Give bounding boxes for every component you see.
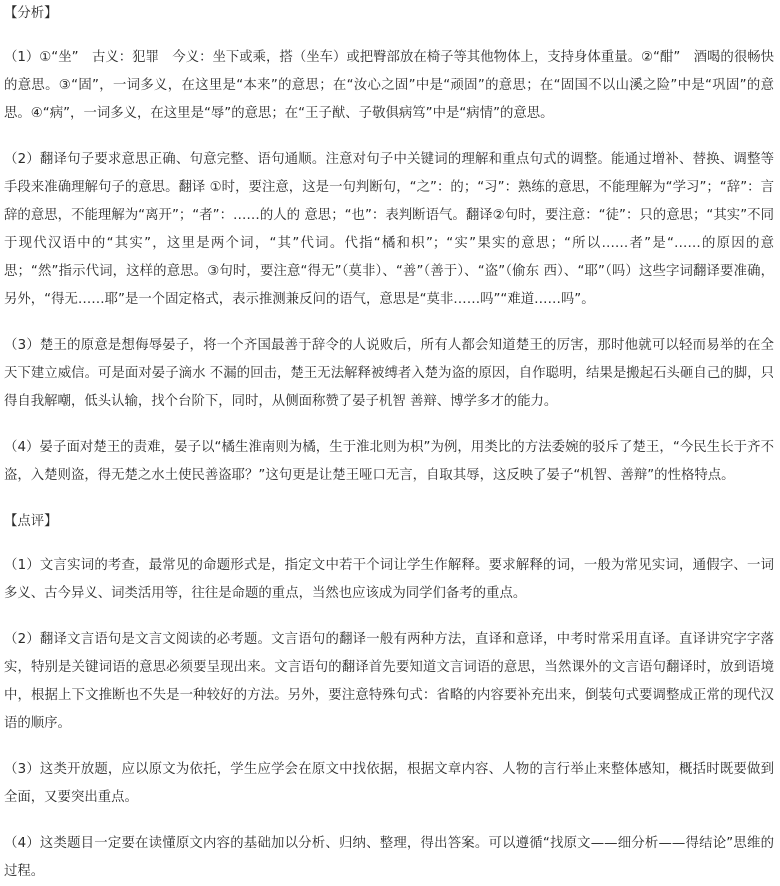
analysis-heading: 【分析】 xyxy=(4,6,58,21)
review-paragraph-3: （3）这类开放题，应以原文为依托，学生应学会在原文中找依据，根据文章内容、人物的言行举止来整体感知，概括时既要做到全面，又要突出重点。 xyxy=(4,762,774,805)
review-paragraph-4: （4）这类题目一定要在读懂原文内容的基础加以分析、归纳、整理，得出答案。可以遵循“找原文——细分析——得结论”思维的过程。 xyxy=(4,836,774,879)
analysis-paragraph-2: （2）翻译句子要求意思正确、句意完整、语句通顺。注意对句子中关键词的理解和重点句式的调整。能通过增补、替换、调整等手段来准确理解句子的意思。翻译 ①时，要注意，这是一句判断句，“之”：的；“习”：熟练的意思，不能理解为“学习”；“辞”：言辞的意思，不能理解为“离开”；“者”：……的人的 意思；“也”：表判断语气。翻译②句时，要注意：“徒”：只的意思；“其实”不同于现代汉语中的“其实”，这里是两个词，“其”代词。代指“橘和枳”；“实”果实的意思；“所以……者”是“……的原因的意思；“然”指示代词，这样的意思。③句时，要注意“得无”（莫非）、“善”（善于）、“盗”（偷东 西）、“耶”（吗）这些字词翻译要准确，另外，“得无……耶”是一个固定格式，表示推测兼反问的语气，意思是“莫非……吗”“难道……吗”。 xyxy=(4,152,774,307)
analysis-paragraph-1: （1）①“坐” 古义：犯罪 今义：坐下或乘，搭（坐车）或把臀部放在椅子等其他物体上，支持身体重量。②“酣” 酒喝的很畅快的意思。③“固”，一词多义，在这里是“本来”的意思；在“汝心之固”中是“顽固”的意思；在“固国不以山溪之险”中是“巩固”的意思。④“病”，一词多义，在这里是“辱”的意思；在“王子猷、子敬俱病笃”中是“病情”的意思。 xyxy=(4,50,774,121)
analysis-paragraph-3: （3）楚王的原意是想侮辱晏子，将一个齐国最善于辞令的人说败后，所有人都会知道楚王的厉害，那时他就可以轻而易举的在全天下建立威信。可是面对晏子滴水 不漏的回击，楚王无法解释被缚者入楚为盗的原因，自作聪明，结果是搬起石头砸自己的脚，只得自我解嘲，低头认输，找个台阶下，同时，从侧面称赞了晏子机智 善辩、博学多才的能力。 xyxy=(4,338,774,409)
review-heading: 【点评】 xyxy=(4,514,58,529)
analysis-paragraph-4: （4）晏子面对楚王的责难，晏子以“橘生淮南则为橘，生于淮北则为枳”为例，用类比的方法委婉的驳斥了楚王，“今民生长于齐不盗，入楚则盗，得无楚之水土使民善盗耶？”这句更是让楚王哑口无言，自取其辱，这反映了晏子“机智、善辩”的性格特点。 xyxy=(4,440,774,483)
review-paragraph-1: （1）文言实词的考查，最常见的命题形式是，指定文中若干个词让学生作解释。要求解释的词，一般为常见实词，通假字、一词多义、古今异义、词类活用等，往往是命题的重点，当然也应该成为同学们备考的重点。 xyxy=(4,558,774,601)
review-paragraph-2: （2）翻译文言语句是文言文阅读的必考题。文言语句的翻译一般有两种方法，直译和意译，中考时常采用直译。直译讲究字字落实，特别是关键词语的意思必须要呈现出来。文言语句的翻译首先要知道文言词语的意思，当然课外的文言语句翻译时，放到语境中，根据上下文推断也不失是一种较好的方法。另外，要注意特殊句式：省略的内容要补充出来，倒装句式要调整成正常的现代汉语的顺序。 xyxy=(4,632,774,731)
